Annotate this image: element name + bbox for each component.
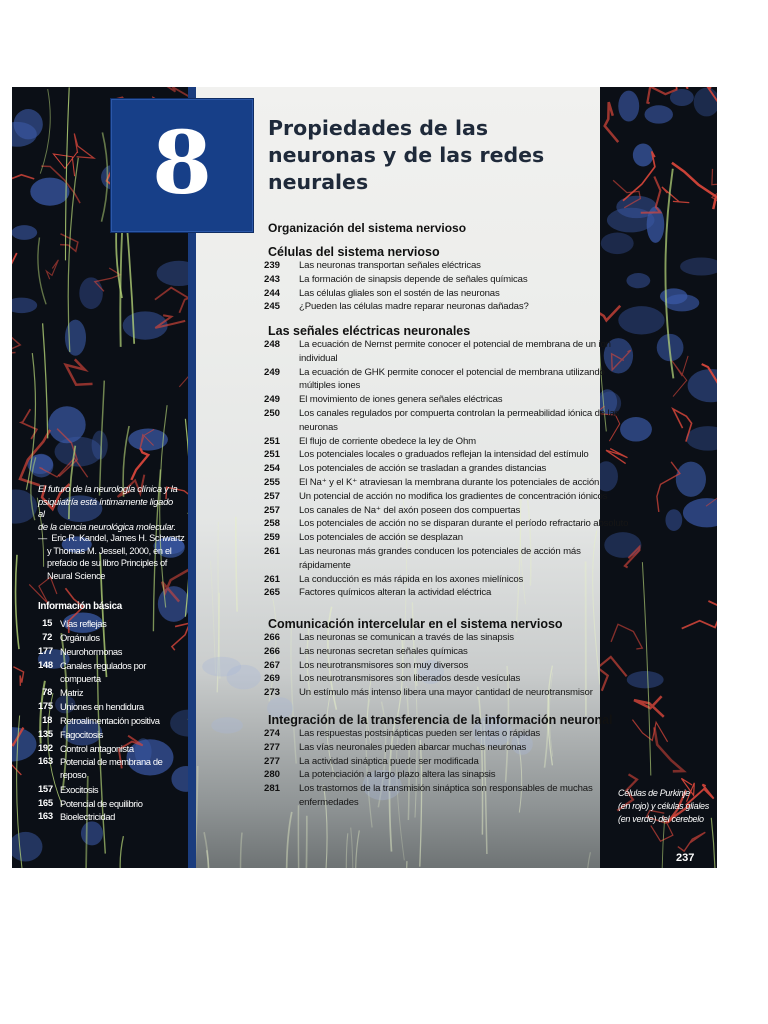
entry-page-number: 255 (263, 477, 280, 488)
entry-text: La potenciación a largo plazo altera las sinapsis (299, 769, 496, 781)
cell-nucleus (676, 462, 706, 497)
entry-text: La actividad sináptica puede ser modificada (299, 755, 479, 767)
glial-fiber (291, 625, 296, 764)
entry-text: Las neuronas transportan señales eléctricas (299, 260, 481, 271)
entry-text: individual (299, 352, 338, 364)
basic-info-topic (60, 714, 180, 727)
attribution-line: prefacio de su libro Principles of (38, 558, 168, 568)
basic-info-topic-line: Bioelectricidad (60, 811, 115, 823)
entry-text: Los neurotransmisores son liberados desde vesículas (299, 673, 521, 685)
entry-text: ¿Pueden las células madre reparar neuronas dañadas? (299, 301, 529, 313)
entry-page-number: 249 (263, 394, 280, 406)
entry-text: Los potenciales locales o graduados reflejan la intensidad del estímulo (299, 449, 589, 461)
chapter-title (268, 115, 588, 196)
entry-text: Las neuronas se comunican a través de las sinapsis (299, 632, 514, 643)
entry-page-number: 280 (263, 769, 280, 781)
caption-line: (en rojo) y células gliales (618, 801, 709, 811)
epigraph-quote (38, 483, 178, 533)
basic-info-page: 177 (38, 644, 53, 656)
basic-info-page: 78 (42, 685, 52, 697)
basic-info-topic-line: Control antagonista (60, 742, 134, 754)
cell-nucleus (620, 417, 652, 442)
basic-info-topic-line: Uniones en hendidura (60, 700, 144, 712)
glial-fiber (211, 561, 216, 674)
basic-info-topic (60, 810, 180, 823)
basic-info-page: 148 (38, 658, 53, 670)
attribution-line: — Eric R. Kandel, James H. Schwartz (38, 533, 185, 543)
entry-page-number: 257 (263, 504, 280, 516)
glial-fiber (528, 500, 531, 586)
entry-page-number: 257 (263, 490, 280, 502)
basic-info-topic (60, 755, 180, 781)
entry-text: Los potenciales de acción no se disparan durante el período refractario absoluto (299, 518, 629, 530)
entry-text: El flujo de corriente obedece la ley de Ohm (299, 435, 477, 447)
entry-page-number: 259 (263, 532, 280, 544)
glial-fiber (287, 812, 292, 868)
basic-info-topic (60, 742, 180, 755)
entry-page-number: 250 (263, 408, 280, 419)
entry-text: El Na⁺ y el K⁺ atraviesan la membrana durante los potenciales de acción (299, 477, 600, 488)
caption-line: (en verde) del cerebelo (618, 814, 704, 824)
entry-text: El movimiento de iones genera señales eléctricas (299, 394, 503, 406)
cell-nucleus (92, 431, 108, 460)
quote-line: El futuro de la neurología clínica y la (38, 483, 178, 494)
entry-page-number: 281 (263, 783, 280, 795)
cell-nucleus (211, 717, 243, 733)
entry-text: La conducción es más rápida en los axones mielínicos (299, 573, 524, 585)
entry-text: Las vías neuronales pueden abarcar muchas neuronas (299, 741, 527, 753)
basic-info-topic-line: Fagocitosis (60, 728, 104, 740)
basic-info-topic-line: Vías reflejas (60, 618, 107, 629)
section-heading: Las señales eléctricas neuronales (268, 324, 471, 338)
basic-info-page: 163 (38, 755, 53, 767)
entry-page-number: 251 (263, 449, 280, 461)
entry-text: Los potenciales de acción se desplazan (299, 532, 463, 544)
entry-page-number: 243 (263, 273, 280, 285)
basic-info-topic (60, 783, 180, 796)
basic-info-topic (60, 645, 180, 658)
basic-info-topic-line: Matriz (60, 686, 84, 698)
entry-text: La ecuación de Nernst permite conocer el potencial de membrana de un ion (299, 339, 611, 350)
entry-text: múltiples iones (299, 380, 361, 392)
glial-fiber (241, 833, 246, 868)
entry-page-number: 277 (263, 741, 280, 753)
entry-page-number: 239 (263, 260, 280, 271)
entry-text: Factores químicos alteran la actividad eléctrica (299, 587, 492, 599)
entry-page-number: 277 (263, 755, 280, 767)
basic-info-topic (60, 700, 180, 713)
glial-fiber (587, 852, 595, 868)
entry-page-number: 244 (263, 287, 280, 299)
basic-info-page: 192 (38, 741, 53, 753)
cell-nucleus (645, 105, 673, 123)
entry-page-number: 245 (263, 301, 280, 313)
contents-main-heading: Organización del sistema nervioso (268, 221, 467, 235)
basic-info-page: 175 (38, 699, 53, 711)
cell-nucleus (627, 671, 664, 688)
basic-info-topic-line: Potencial de membrana de (60, 756, 163, 768)
quote-line: psiquiatría está íntimamente ligado al (38, 495, 173, 519)
entry-page-number: 258 (263, 518, 280, 530)
basic-info-page: 72 (42, 630, 52, 642)
chapter-title-line: Propiedades de las (268, 116, 489, 140)
basic-info-title: Información básica (38, 601, 122, 612)
page-number: 237 (676, 852, 695, 864)
entry-text: Un estímulo más intenso libera una mayor cantidad de neurotransmisor (299, 687, 593, 699)
glial-fiber (593, 531, 600, 685)
cell-nucleus (665, 509, 682, 531)
glial-fiber (356, 830, 360, 868)
glial-fiber (351, 828, 353, 868)
entry-text: Los potenciales de acción se trasladan a grandes distancias (299, 463, 547, 475)
cell-nucleus (79, 277, 103, 309)
basic-info-page: 18 (42, 713, 52, 725)
attribution-line: y Thomas M. Jessell, 2000, en el (38, 545, 172, 556)
entry-text: Un potencial de acción no modifica los gradientes de concentración iónicos (299, 490, 608, 502)
glial-fiber (304, 816, 307, 868)
glial-fiber (406, 861, 410, 868)
epigraph-attribution (38, 532, 185, 582)
entry-text: Los trastornos de la transmisión sináptica son responsables de muchas (299, 783, 593, 795)
basic-info-topic-line: Exocitosis (60, 783, 99, 795)
basic-info-page: 15 (42, 617, 52, 628)
entry-page-number: 266 (263, 632, 280, 643)
entry-page-number: 266 (263, 645, 280, 657)
figure-caption (618, 787, 714, 826)
cell-nucleus (626, 273, 650, 288)
basic-info-topic-line: Retroalimentación positiva (60, 714, 160, 726)
basic-info-topic-line: Neurohormonas (60, 645, 123, 657)
basic-info-topic-line: compuerta (60, 672, 101, 684)
entry-text: neuronas (299, 421, 338, 433)
section-heading: Células del sistema nervioso (268, 245, 440, 259)
glial-fiber (298, 805, 299, 868)
book-page (12, 87, 717, 868)
basic-info-page: 163 (38, 810, 53, 822)
cell-nucleus (81, 821, 103, 845)
entry-page-number: 249 (263, 366, 280, 378)
basic-info-topic (60, 617, 180, 630)
entry-page-number: 248 (263, 339, 280, 350)
cell-nucleus (123, 311, 168, 339)
entry-page-number: 261 (263, 573, 280, 585)
entry-text: Las células gliales son el sostén de las neuronas (299, 287, 500, 299)
glial-fiber (204, 832, 208, 868)
basic-info-topic-line: reposo (60, 769, 87, 781)
entry-text: Los canales regulados por compuerta controlan la permeabilidad iónica de las (299, 408, 620, 419)
basic-info-page: 157 (38, 782, 53, 794)
chapter-number: 8 (152, 113, 212, 214)
entry-page-number: 254 (263, 463, 280, 475)
cell-nucleus (616, 196, 657, 218)
entry-text: enfermedades (299, 797, 359, 808)
basic-info-page: 165 (38, 796, 53, 808)
cell-nucleus (665, 294, 700, 311)
entry-text: Los canales de Na⁺ del axón poseen dos compuertas (299, 504, 521, 516)
entry-text: La ecuación de GHK permite conocer el potencial de membrana utilizando (299, 366, 605, 378)
quote-line: de la ciencia neurológica molecular. (38, 520, 176, 532)
basic-info-topic (60, 728, 180, 741)
cell-nucleus (12, 225, 37, 240)
entry-text: rápidamente (299, 559, 351, 571)
basic-info-topic (60, 797, 180, 810)
entry-text: Los neurotransmisores son muy diversos (299, 659, 469, 671)
entry-page-number: 274 (263, 728, 280, 739)
chapter-title-line: neurales (268, 170, 369, 194)
cell-nucleus (30, 178, 69, 206)
basic-info-topic (60, 659, 180, 685)
entry-text: Las respuestas postsinápticas pueden ser lentas o rápidas (299, 728, 541, 739)
chapter-title-line: neuronas y de las redes (268, 143, 545, 167)
entry-text: Las neuronas más grandes conducen los potenciales de acción más (299, 546, 581, 557)
basic-info-topic-line: Canales regulados por (60, 659, 146, 671)
basic-info-topic-line: Potencial de equilibrio (60, 797, 143, 809)
entry-text: La formación de sinapsis depende de señales químicas (299, 273, 528, 285)
basic-info-topic (60, 686, 180, 699)
section-heading: Integración de la transferencia de la información neuronal (268, 713, 613, 727)
entry-page-number: 269 (263, 673, 280, 685)
glial-fiber (406, 687, 409, 821)
basic-info-topic (60, 631, 180, 644)
glial-fiber (236, 517, 237, 612)
section-heading: Comunicación intercelular en el sistema nervioso (268, 617, 563, 631)
cell-nucleus (618, 306, 664, 334)
attribution-line: Neural Science (38, 570, 106, 581)
caption-line: Células de Purkinje (618, 788, 690, 798)
entry-page-number: 251 (263, 435, 280, 447)
entry-text: Las neuronas secretan señales químicas (299, 645, 468, 657)
entry-page-number: 267 (263, 659, 280, 671)
entry-page-number: 273 (263, 687, 280, 699)
cell-nucleus (618, 91, 639, 122)
cell-nucleus (633, 143, 654, 166)
entry-page-number: 261 (263, 546, 280, 557)
cell-nucleus (601, 233, 634, 255)
basic-info-topic-line: Orgánulos (60, 631, 100, 643)
basic-info-page: 135 (38, 727, 53, 739)
chapter-number-box (110, 98, 254, 233)
entry-page-number: 265 (263, 587, 280, 599)
